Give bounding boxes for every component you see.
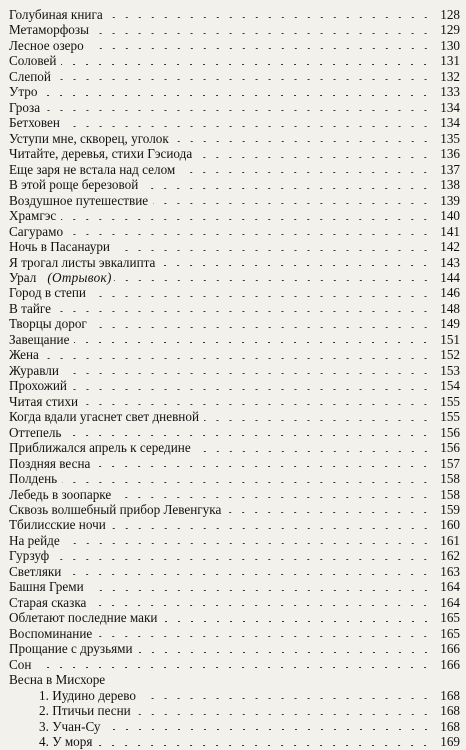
toc-entry (9, 53, 460, 68)
entry-title: Журавли (9, 362, 59, 378)
page-number: 135 (440, 130, 460, 146)
toc-entry (9, 672, 460, 687)
dot-leader (92, 327, 432, 328)
dot-leader (91, 605, 432, 606)
entry-title: 1. Иудино дерево (39, 687, 136, 703)
entry-title: Уступи мне, скворец, уголок (9, 130, 169, 146)
dot-leader (65, 126, 432, 127)
page-number: 136 (440, 146, 460, 162)
entry-title: Гурзуф (9, 548, 50, 564)
toc-entry (9, 69, 460, 84)
dot-leader (163, 621, 433, 622)
toc-entry (9, 301, 460, 316)
toc-entry (9, 363, 460, 378)
page-number: 168 (440, 687, 460, 703)
dot-leader (138, 652, 432, 653)
dot-leader (174, 141, 432, 142)
page-number: 158 (440, 471, 460, 487)
entry-title: Облетают последние маки (9, 610, 158, 626)
dot-leader (74, 342, 432, 343)
page-number: 143 (440, 254, 460, 270)
entry-title: Город в степи (9, 285, 86, 301)
page-number: 138 (440, 177, 460, 193)
dot-leader (204, 420, 432, 421)
dot-leader (42, 95, 432, 96)
page-number: 139 (440, 192, 460, 208)
dot-leader (45, 110, 432, 111)
dot-leader (136, 714, 432, 715)
dot-leader (56, 311, 432, 312)
page-number: 164 (440, 594, 460, 610)
page-number: 154 (440, 378, 460, 394)
entry-title: Лесное озеро (9, 37, 84, 53)
entry-title: Я трогал листы эвкалипта (9, 254, 156, 270)
entry-title: Утро (9, 84, 38, 100)
entry-title: Тбилисские ночи (9, 517, 106, 533)
dot-leader (64, 373, 432, 374)
page-number: 165 (440, 610, 460, 626)
dot-leader (66, 574, 432, 575)
toc-entry (9, 115, 460, 130)
page-number: 166 (440, 656, 460, 672)
entry-title: Весна в Мисхоре (9, 672, 106, 688)
entry-title: Гроза (9, 99, 41, 115)
page-number: 169 (440, 734, 460, 750)
dot-leader (106, 729, 432, 730)
entry-title: Жена (9, 347, 39, 363)
entry-title: Читайте, деревья, стихи Гэсиода (9, 146, 193, 162)
entry-title: На рейде (9, 532, 60, 548)
toc-entry (9, 641, 460, 656)
dot-leader (91, 296, 432, 297)
page-number: 162 (440, 548, 460, 564)
page-number: 168 (440, 703, 460, 719)
entry-title: Творцы дорог (9, 316, 87, 332)
entry-title: Башня Греми (9, 579, 84, 595)
dot-leader (68, 234, 432, 235)
entry-title: Урал (9, 269, 37, 285)
dot-leader (116, 497, 432, 498)
toc-entry (9, 285, 460, 300)
dot-leader (153, 203, 432, 204)
entry-title: Сквозь волшебный прибор Левенгука (9, 502, 222, 517)
dot-leader (89, 590, 432, 591)
page-number: 141 (440, 223, 460, 239)
toc-entry (9, 579, 460, 594)
entry-title: Оттепель (9, 424, 62, 440)
toc-entry (9, 131, 460, 146)
toc-entry (9, 610, 460, 625)
toc-entry (9, 22, 460, 37)
entry-title: Бетховен (9, 115, 60, 131)
entry-title: В тайге (9, 300, 52, 316)
toc-entry (9, 239, 460, 254)
dot-leader (56, 79, 432, 80)
entry-title: Ночь в Пасанаури (9, 239, 110, 255)
page-number: 129 (440, 22, 460, 38)
toc-subentry (9, 734, 460, 749)
toc-subentry (9, 703, 460, 718)
entry-title: Соловей (9, 53, 57, 69)
page-number: 155 (440, 393, 460, 409)
page-number: 165 (440, 625, 460, 641)
page-number: 132 (440, 68, 460, 84)
entry-title: Лебедь в зоопарке (9, 486, 112, 502)
table-of-contents (9, 7, 460, 750)
entry-title: Метаморфозы (9, 22, 89, 38)
toc-entry (9, 626, 460, 641)
entry-title: Воздушное путешествие (9, 192, 149, 208)
entry-title: Старая сказка (9, 594, 87, 610)
entry-title: Прохожий (9, 378, 67, 394)
dot-leader (111, 528, 432, 529)
toc-entry (9, 517, 460, 532)
dot-leader (114, 280, 432, 281)
toc-entry (9, 7, 460, 22)
page-number: 131 (440, 53, 460, 69)
toc-entry (9, 270, 460, 285)
toc-entry (9, 548, 460, 563)
page-number: 149 (440, 316, 460, 332)
toc-entry (9, 208, 460, 223)
dot-leader (108, 17, 432, 18)
page-number: 142 (440, 239, 460, 255)
entry-title: Когда вдали угаснет свет дневной (9, 409, 200, 425)
entry-title: Приближался апрель к середине (9, 440, 191, 456)
dot-leader (197, 157, 432, 158)
toc-entry (9, 502, 460, 517)
dot-leader (36, 667, 432, 668)
toc-entry (9, 162, 460, 177)
dot-leader (44, 358, 432, 359)
dot-leader (54, 559, 432, 560)
entry-title: Голубиная книга (9, 7, 103, 22)
page-number: 140 (440, 208, 460, 224)
dot-leader (97, 636, 432, 637)
page-number: 151 (440, 331, 460, 347)
page-number: 134 (440, 99, 460, 115)
entry-title: Читая стихи (9, 393, 79, 409)
page-number: 133 (440, 84, 460, 100)
entry-title: 4. У моря (39, 734, 93, 750)
toc-entry (9, 440, 460, 455)
toc-entry (9, 224, 460, 239)
entry-title: Полдень (9, 471, 58, 487)
page-number: 134 (440, 115, 460, 131)
toc-entry (9, 255, 460, 270)
page-number: 161 (440, 532, 460, 548)
entry-title: Слепой (9, 68, 51, 84)
page-number: 158 (440, 486, 460, 502)
entry-title: Сагурамо (9, 223, 64, 239)
entry-note: (Отрывок) (47, 269, 112, 285)
dot-leader (65, 543, 432, 544)
dot-leader (94, 33, 432, 34)
page-number: 168 (440, 718, 460, 734)
dot-leader (61, 219, 432, 220)
dot-leader (196, 451, 432, 452)
entry-title: Завещание (9, 331, 70, 347)
page-number: 153 (440, 362, 460, 378)
dot-leader (115, 250, 432, 251)
entry-title: 3. Учан-Су (39, 718, 101, 734)
page-number: 157 (440, 455, 460, 471)
dot-leader (143, 188, 432, 189)
toc-entry (9, 471, 460, 486)
toc-entry (9, 456, 460, 471)
dot-leader (72, 389, 432, 390)
toc-entry (9, 316, 460, 331)
toc-entry (9, 595, 460, 610)
toc-subentry (9, 688, 460, 703)
entry-title: Светляки (9, 563, 62, 579)
dot-leader (180, 172, 432, 173)
entry-title: Воспоминание (9, 625, 93, 641)
dot-leader (141, 698, 432, 699)
page-number: 152 (440, 347, 460, 363)
page-number: 156 (440, 424, 460, 440)
toc-entry (9, 657, 460, 672)
toc-entry (9, 84, 460, 99)
dot-leader (89, 48, 432, 49)
entry-title: Поздняя весна (9, 455, 91, 471)
entry-title: Прощание с друзьями (9, 641, 133, 657)
toc-entry (9, 146, 460, 161)
entry-title: Сон (9, 656, 32, 672)
toc-entry (9, 533, 460, 548)
dot-leader (61, 64, 432, 65)
entry-title: 2. Птичьи песни (39, 703, 131, 719)
page-number: 137 (440, 161, 460, 177)
toc-entry (9, 378, 460, 393)
toc-entry (9, 394, 460, 409)
page-number: 155 (440, 409, 460, 425)
dot-leader (95, 466, 432, 467)
toc-entry (9, 100, 460, 115)
page-number: 148 (440, 300, 460, 316)
page-number: 164 (440, 579, 460, 595)
toc-entry (9, 177, 460, 192)
toc-entry (9, 38, 460, 53)
toc-entry (9, 564, 460, 579)
page-number: 146 (440, 285, 460, 301)
dot-leader (66, 435, 432, 436)
page-number: 159 (440, 502, 460, 517)
dot-leader (97, 745, 432, 746)
dot-leader (160, 265, 432, 266)
dot-leader (83, 404, 432, 405)
toc-entry (9, 409, 460, 424)
page-number: 166 (440, 641, 460, 657)
entry-title: В этой роще березовой (9, 177, 139, 193)
toc-entry (9, 487, 460, 502)
page-number: 130 (440, 37, 460, 53)
entry-title: Храмгэс (9, 208, 57, 224)
toc-entry (9, 193, 460, 208)
toc-entry (9, 332, 460, 347)
page-number: 128 (440, 7, 460, 22)
page-number: 160 (440, 517, 460, 533)
entry-title: Еще заря не встала над селом (9, 161, 176, 177)
dot-leader (226, 512, 432, 513)
toc-entry (9, 347, 460, 362)
toc-entry (9, 425, 460, 440)
page-number: 144 (440, 269, 460, 285)
page-number: 156 (440, 440, 460, 456)
page-number: 163 (440, 563, 460, 579)
dot-leader (62, 482, 432, 483)
toc-subentry (9, 719, 460, 734)
